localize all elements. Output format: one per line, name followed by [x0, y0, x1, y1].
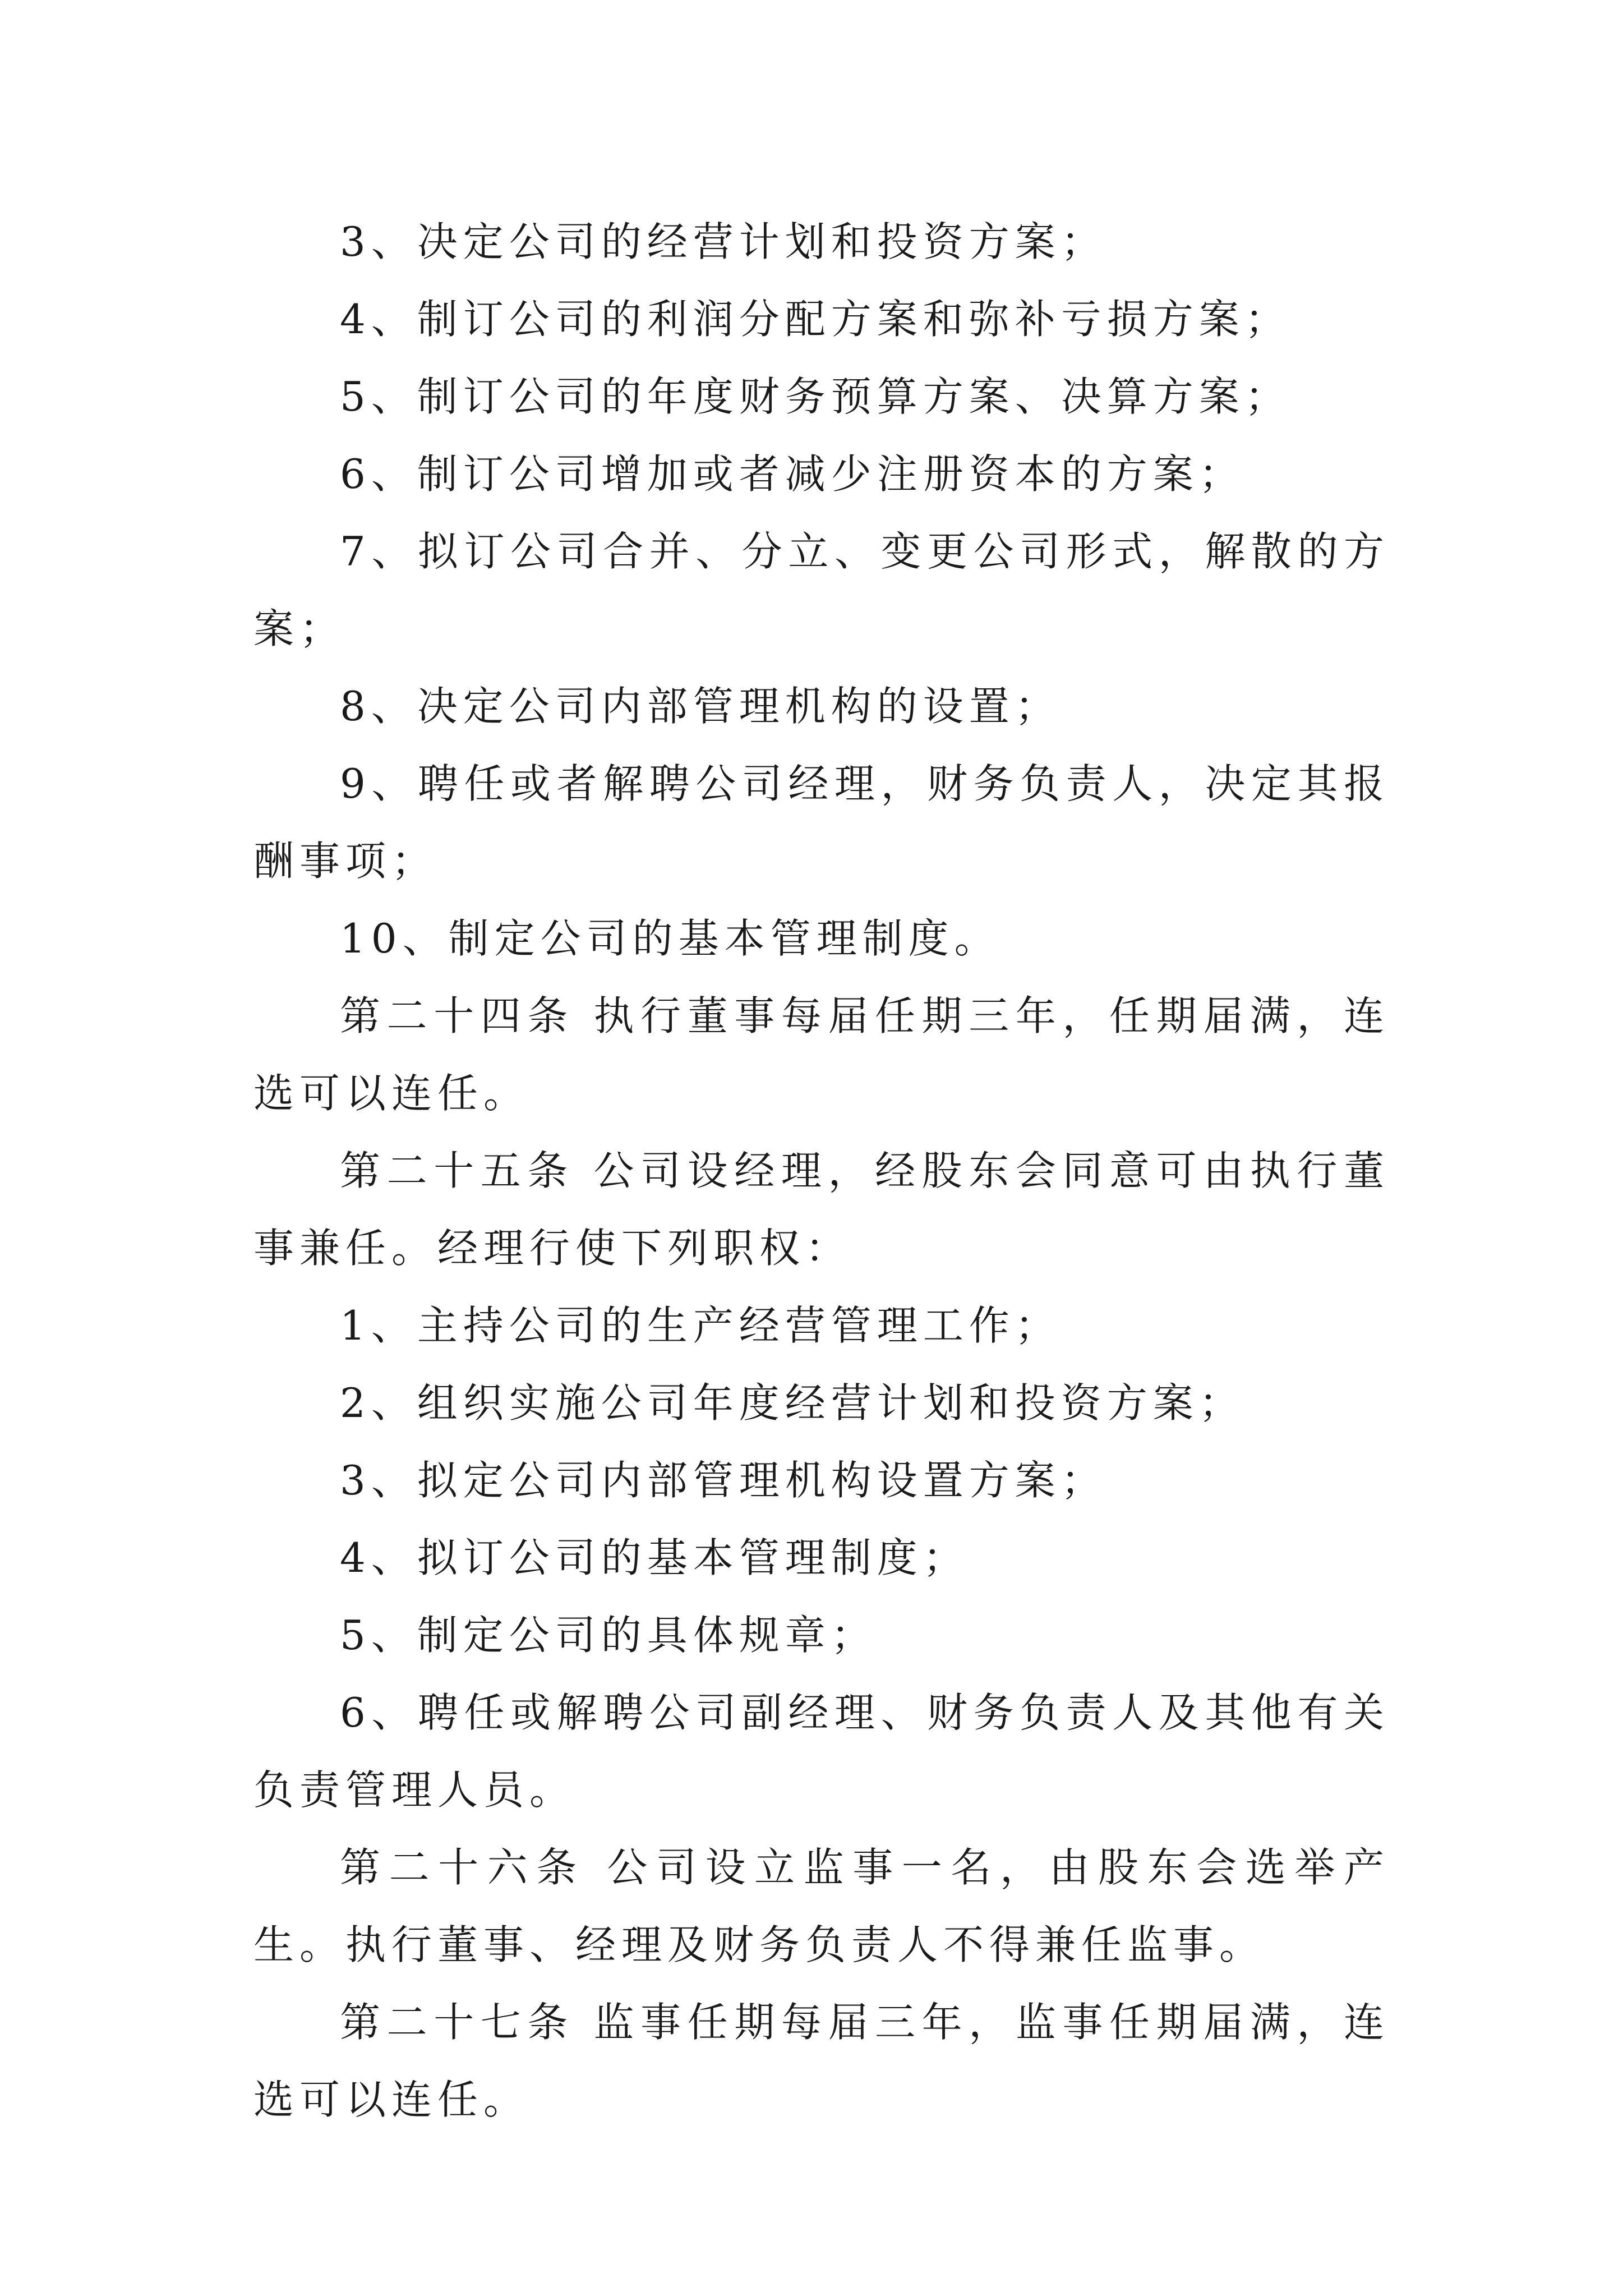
clause-item: 6、制订公司增加或者减少注册资本的方案； [340, 450, 1245, 498]
clause-item: 1、主持公司的生产经营管理工作； [340, 1302, 1061, 1349]
article-25: 第二十五条 公司设经理，经股东会同意可由执行董事兼任。经理行使下列职权： [253, 1147, 1390, 1272]
clause-item: 4、制订公司的利润分配方案和弥补亏损方案； [340, 296, 1291, 343]
clause-item: 10、制定公司的基本管理制度。 [340, 915, 1000, 962]
clause-item: 7、拟订公司合并、分立、变更公司形式，解散的方案； [253, 528, 1390, 652]
article-26: 第二十六条 公司设立监事一名，由股东会选举产生。执行董事、经理及财务负责人不得兼任监事。 [253, 1844, 1390, 1968]
clause-item: 9、聘任或者解聘公司经理，财务负责人，决定其报酬事项； [253, 760, 1390, 885]
clause-item: 5、制订公司的年度财务预算方案、决算方案； [340, 373, 1291, 420]
clause-item: 5、制定公司的具体规章； [340, 1612, 877, 1659]
clause-item: 6、聘任或解聘公司副经理、财务负责人及其他有关负责管理人员。 [253, 1689, 1390, 1814]
document-body [253, 203, 1390, 2138]
article-27: 第二十七条 监事任期每届三年，监事任期届满，连选可以连任。 [253, 1999, 1390, 2123]
clause-item: 8、决定公司内部管理机构的设置； [340, 683, 1061, 730]
article-24: 第二十四条 执行董事每届任期三年，任期届满，连选可以连任。 [253, 992, 1390, 1117]
clause-item: 3、拟定公司内部管理机构设置方案； [340, 1457, 1107, 1504]
clause-item: 3、决定公司的经营计划和投资方案； [340, 218, 1107, 265]
clause-item: 2、组织实施公司年度经营计划和投资方案； [340, 1379, 1245, 1427]
clause-item: 4、拟订公司的基本管理制度； [340, 1534, 969, 1581]
